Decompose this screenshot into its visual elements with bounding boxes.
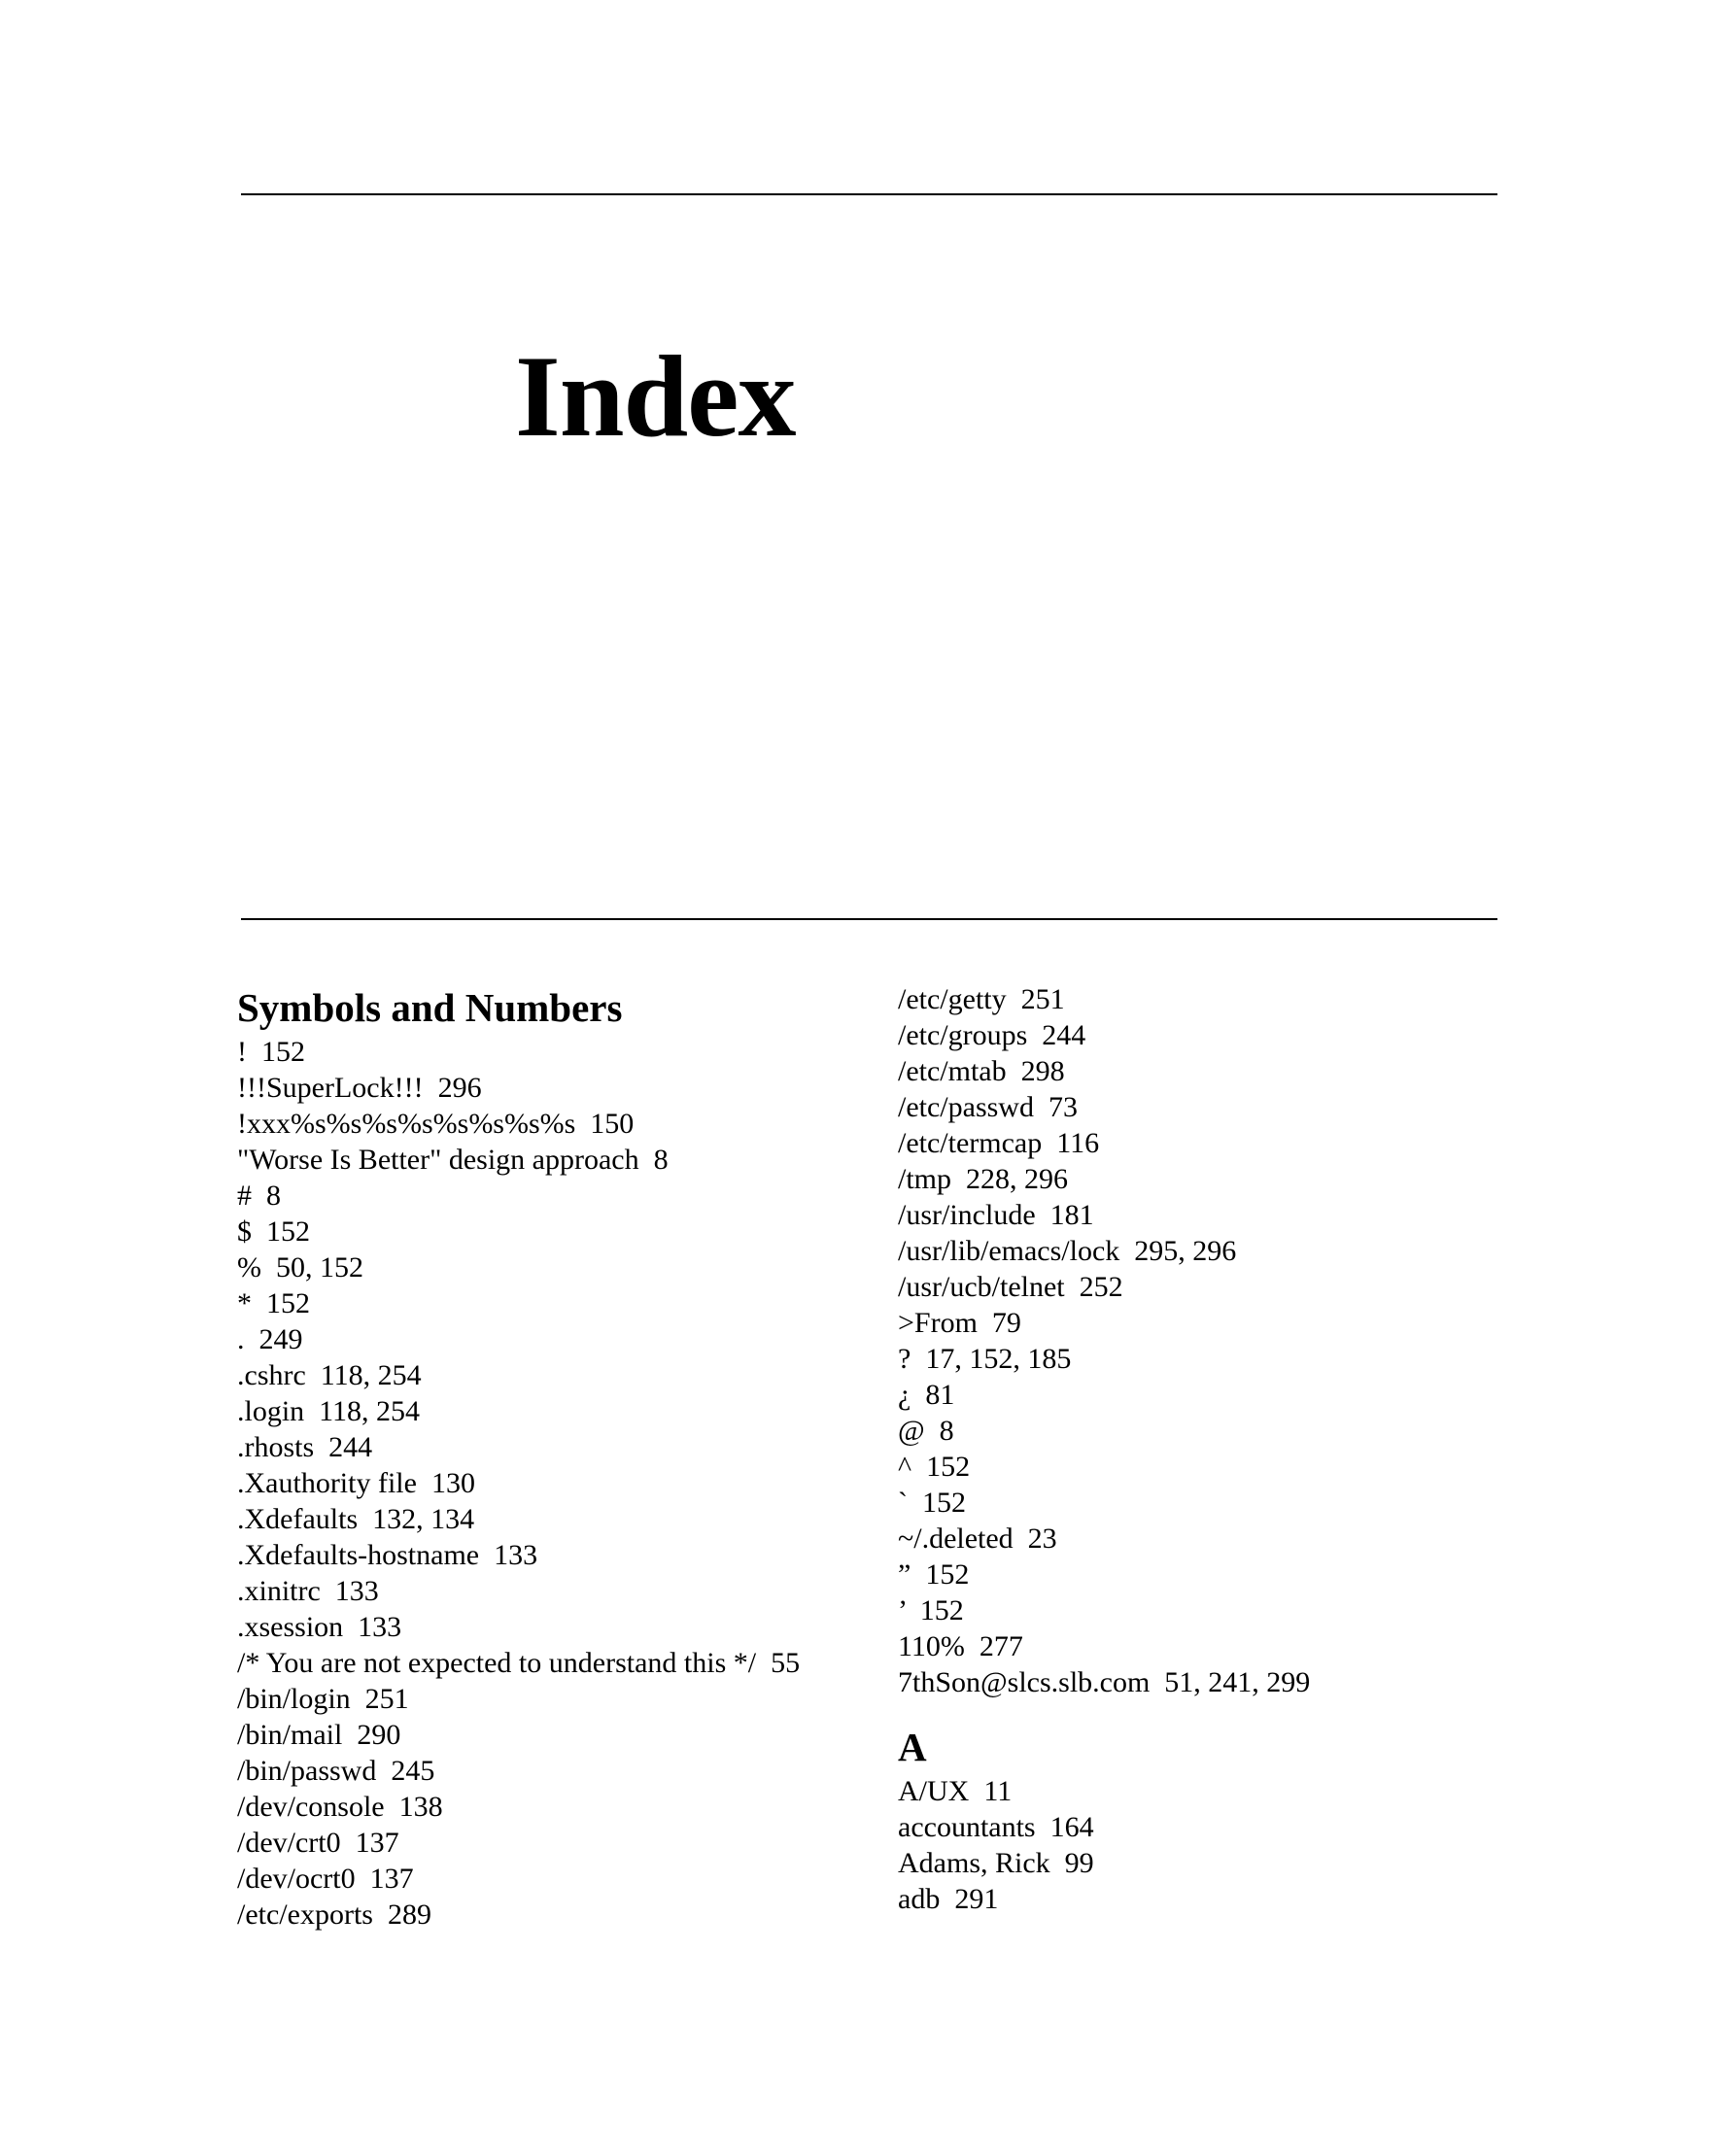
index-entry: /etc/termcap 116 [898, 1127, 1100, 1159]
index-entry: adb 291 [898, 1883, 999, 1915]
index-entry: !xxx%s%s%s%s%s%s%s%s 150 [237, 1108, 635, 1140]
index-entry: $ 152 [237, 1215, 310, 1248]
index-entry: /etc/groups 244 [898, 1019, 1086, 1051]
index-entry: /dev/ocrt0 137 [237, 1863, 414, 1895]
index-entry: /etc/mtab 298 [898, 1055, 1065, 1087]
index-entry: /* You are not expected to understand this */ 55 [237, 1647, 801, 1679]
index-entry: /etc/passwd 73 [898, 1091, 1078, 1123]
top-rule [241, 193, 1497, 195]
section-heading-a: A [898, 1725, 927, 1769]
index-entry: 110% 277 [898, 1630, 1023, 1662]
page-title: Index [515, 331, 796, 461]
index-entry: /dev/console 138 [237, 1791, 443, 1823]
index-entry: /bin/passwd 245 [237, 1755, 435, 1787]
index-column-right [898, 981, 1310, 1917]
index-column-left [237, 981, 800, 1933]
index-entry: ” 152 [898, 1558, 970, 1591]
index-entry: .Xdefaults 132, 134 [237, 1503, 475, 1535]
index-entry: /usr/lib/emacs/lock 295, 296 [898, 1235, 1237, 1267]
section-heading-symbols: Symbols and Numbers [237, 985, 623, 1030]
index-entry: /bin/login 251 [237, 1683, 409, 1715]
index-entry: /usr/ucb/telnet 252 [898, 1271, 1123, 1303]
index-entry: /usr/include 181 [898, 1199, 1094, 1231]
index-entry: # 8 [237, 1180, 281, 1212]
index-entry: accountants 164 [898, 1811, 1094, 1843]
index-entry: .xsession 133 [237, 1611, 402, 1643]
index-entry: * 152 [237, 1287, 310, 1319]
index-entry: /tmp 228, 296 [898, 1163, 1069, 1195]
index-entry: 7thSon@slcs.slb.com 51, 241, 299 [898, 1666, 1311, 1698]
index-entry: .login 118, 254 [237, 1395, 421, 1427]
index-entry: .xinitrc 133 [237, 1575, 379, 1607]
index-entry: /dev/crt0 137 [237, 1827, 399, 1859]
index-entry: . 249 [237, 1323, 303, 1355]
index-entry: .rhosts 244 [237, 1431, 373, 1463]
index-entry: ^ 152 [898, 1451, 971, 1483]
index-entry: ~/.deleted 23 [898, 1523, 1057, 1555]
index-entry: ¿ 81 [898, 1379, 955, 1411]
index-entry: Adams, Rick 99 [898, 1847, 1094, 1879]
index-entry: /bin/mail 290 [237, 1719, 401, 1751]
index-entry: .Xauthority file 130 [237, 1467, 475, 1499]
index-entry: /etc/getty 251 [898, 983, 1065, 1015]
index-entry: ? 17, 152, 185 [898, 1343, 1072, 1375]
index-entry: % 50, 152 [237, 1251, 363, 1283]
index-entry: ! 152 [237, 1036, 305, 1068]
index-entry: /etc/exports 289 [237, 1899, 431, 1931]
index-entry: ` 152 [898, 1487, 966, 1519]
index-entry: .cshrc 118, 254 [237, 1359, 422, 1391]
index-entry: >From 79 [898, 1307, 1021, 1339]
index-entry: .Xdefaults-hostname 133 [237, 1539, 538, 1571]
index-entry: !!!SuperLock!!! 296 [237, 1072, 482, 1104]
index-entry: @ 8 [898, 1415, 954, 1447]
bottom-rule [241, 918, 1497, 920]
index-entry: ’ 152 [898, 1594, 964, 1626]
index-entry: "Worse Is Better" design approach 8 [237, 1144, 669, 1176]
index-entry: A/UX 11 [898, 1775, 1013, 1807]
